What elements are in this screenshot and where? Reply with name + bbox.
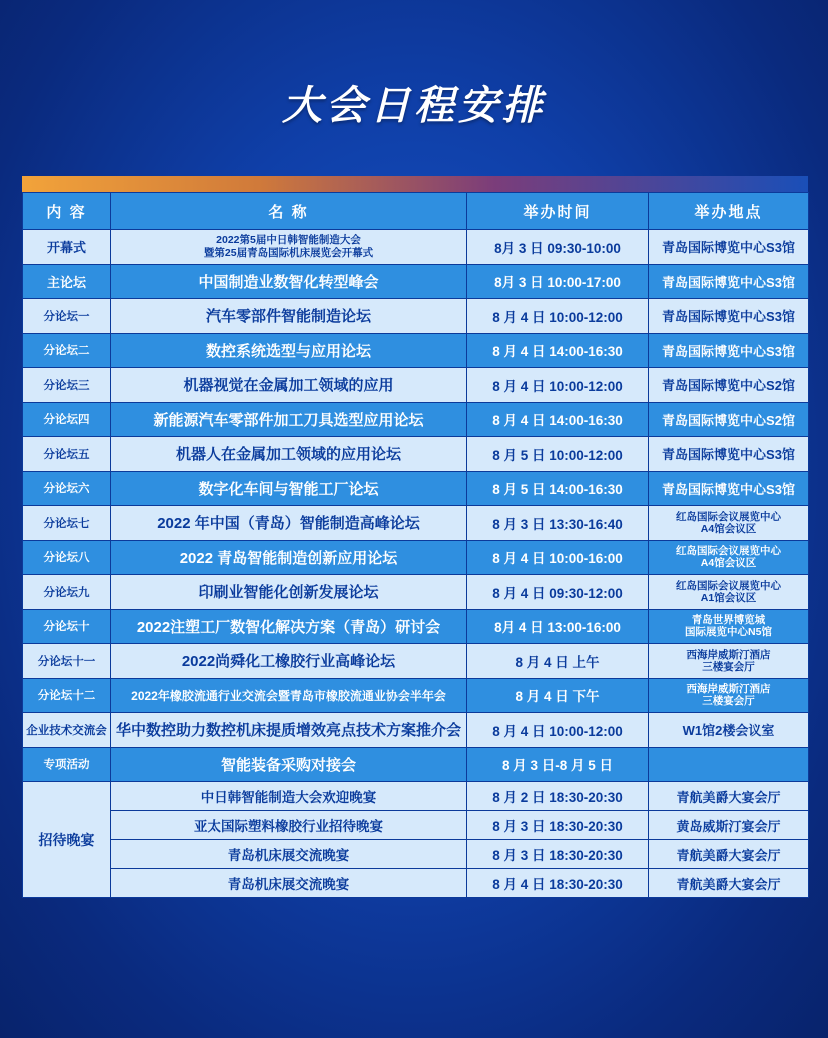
reception-time: 8 月 4 日 18:30-20:30: [467, 869, 649, 898]
row-name: 汽车零部件智能制造论坛: [111, 299, 467, 334]
row-category: 分论坛二: [23, 333, 111, 368]
table-row: [23, 644, 809, 679]
reception-location: 青航美爵大宴会厅: [649, 869, 809, 898]
table-row: [23, 264, 809, 299]
table-row: [23, 678, 809, 713]
row-time: 8月 4 日 13:00-16:00: [467, 609, 649, 644]
row-location-line: 西海岸威斯汀酒店: [686, 683, 771, 696]
table-row: [23, 299, 809, 334]
row-time: 8 月 3 日-8 月 5 日: [467, 747, 649, 782]
row-location-line: 红岛国际会议展览中心: [676, 579, 781, 592]
row-location-line: 红岛国际会议展览中心: [676, 510, 781, 523]
row-time: 8 月 4 日 下午: [467, 678, 649, 713]
row-category: 主论坛: [23, 264, 111, 299]
row-location-line: 西海岸威斯汀酒店: [686, 648, 771, 661]
row-category: 分论坛六: [23, 471, 111, 506]
header-name: 名 称: [111, 193, 467, 230]
row-category: 开幕式: [23, 230, 111, 265]
reception-location: 黄岛威斯汀宴会厅: [649, 811, 809, 840]
row-category: 分论坛一: [23, 299, 111, 334]
row-name: 数字化车间与智能工厂论坛: [111, 471, 467, 506]
table-row: [23, 437, 809, 472]
row-time: 8 月 4 日 09:30-12:00: [467, 575, 649, 610]
table-row: [23, 575, 809, 610]
table-row: [23, 747, 809, 782]
row-name: [111, 230, 467, 265]
row-location: 青岛国际博览中心S3馆: [649, 333, 809, 368]
row-category: 分论坛三: [23, 368, 111, 403]
reception-time: 8 月 3 日 18:30-20:30: [467, 811, 649, 840]
row-location: [649, 575, 809, 610]
row-name: 中国制造业数智化转型峰会: [111, 264, 467, 299]
row-time: 8月 3 日 09:30-10:00: [467, 230, 649, 265]
row-name: 2022年橡胶流通行业交流会暨青岛市橡胶流通业协会半年会: [111, 678, 467, 713]
row-name: 2022 青岛智能制造创新应用论坛: [111, 540, 467, 575]
row-name-line: 暨第25届青岛国际机床展览会开幕式: [203, 246, 374, 259]
row-location-line: A1馆会议区: [700, 591, 757, 604]
row-location: [649, 678, 809, 713]
table-header-row: [23, 193, 809, 230]
row-location: [649, 747, 809, 782]
header-time: 举办时间: [467, 193, 649, 230]
row-time: 8 月 4 日 14:00-16:30: [467, 402, 649, 437]
row-category: 分论坛九: [23, 575, 111, 610]
row-location: 青岛国际博览中心S3馆: [649, 299, 809, 334]
row-location-line: 青岛世界博览城: [691, 614, 766, 627]
header-location: 举办地点: [649, 193, 809, 230]
table-row: [23, 609, 809, 644]
row-location-line: A4馆会议区: [700, 522, 757, 535]
reception-row: [23, 840, 809, 869]
row-time: 8月 3 日 10:00-17:00: [467, 264, 649, 299]
reception-name: 亚太国际塑料橡胶行业招待晚宴: [111, 811, 467, 840]
row-location: [649, 506, 809, 541]
reception-category: 招待晚宴: [23, 782, 111, 898]
accent-bar: [22, 176, 808, 192]
reception-row: [23, 782, 809, 811]
row-name: 2022注塑工厂数智化解决方案（青岛）研讨会: [111, 609, 467, 644]
row-category: 分论坛四: [23, 402, 111, 437]
row-name: 智能装备采购对接会: [111, 747, 467, 782]
reception-row: [23, 811, 809, 840]
row-location: [649, 540, 809, 575]
row-name: 华中数控助力数控机床提质增效亮点技术方案推介会: [111, 713, 467, 748]
row-location: 青岛国际博览中心S3馆: [649, 264, 809, 299]
row-category: 分论坛十: [23, 609, 111, 644]
row-location-line: A4馆会议区: [700, 557, 757, 570]
reception-name: 中日韩智能制造大会欢迎晚宴: [111, 782, 467, 811]
row-category: 分论坛十一: [23, 644, 111, 679]
schedule-table: [22, 192, 809, 898]
row-time: 8 月 4 日 14:00-16:30: [467, 333, 649, 368]
row-time: 8 月 4 日 10:00-12:00: [467, 299, 649, 334]
row-location-line: 三楼宴会厅: [702, 660, 755, 673]
row-location: 青岛国际博览中心S2馆: [649, 402, 809, 437]
row-name: 新能源汽车零部件加工刀具选型应用论坛: [111, 402, 467, 437]
row-location-line: 国际展览中心N5馆: [685, 626, 772, 639]
table-row: [23, 402, 809, 437]
row-name: 印刷业智能化创新发展论坛: [111, 575, 467, 610]
row-name: 2022尚舜化工橡胶行业高峰论坛: [111, 644, 467, 679]
table-row: [23, 368, 809, 403]
table-row: [23, 540, 809, 575]
header-content: 内 容: [23, 193, 111, 230]
row-time: 8 月 4 日 10:00-12:00: [467, 368, 649, 403]
table-row: [23, 471, 809, 506]
reception-name: 青岛机床展交流晚宴: [111, 840, 467, 869]
reception-location: 青航美爵大宴会厅: [649, 840, 809, 869]
row-category: 专项活动: [23, 747, 111, 782]
row-location: W1馆2楼会议室: [649, 713, 809, 748]
row-time: 8 月 5 日 14:00-16:30: [467, 471, 649, 506]
reception-location: 青航美爵大宴会厅: [649, 782, 809, 811]
row-category: 分论坛五: [23, 437, 111, 472]
row-category: 企业技术交流会: [23, 713, 111, 748]
row-location: 青岛国际博览中心S3馆: [649, 437, 809, 472]
row-location-line: 红岛国际会议展览中心: [676, 545, 781, 558]
row-category: 分论坛八: [23, 540, 111, 575]
reception-time: 8 月 2 日 18:30-20:30: [467, 782, 649, 811]
row-name: 2022 年中国（青岛）智能制造高峰论坛: [111, 506, 467, 541]
reception-name: 青岛机床展交流晚宴: [111, 869, 467, 898]
row-name-line: 2022第5届中日韩智能制造大会: [216, 233, 361, 246]
row-location: 青岛国际博览中心S3馆: [649, 230, 809, 265]
row-time: 8 月 4 日 上午: [467, 644, 649, 679]
row-location: 青岛国际博览中心S2馆: [649, 368, 809, 403]
row-name: 机器人在金属加工领域的应用论坛: [111, 437, 467, 472]
row-category: 分论坛十二: [23, 678, 111, 713]
table-row: [23, 506, 809, 541]
row-time: 8 月 4 日 10:00-12:00: [467, 713, 649, 748]
row-name: 数控系统选型与应用论坛: [111, 333, 467, 368]
row-location: [649, 609, 809, 644]
row-location: [649, 644, 809, 679]
row-name: 机器视觉在金属加工领域的应用: [111, 368, 467, 403]
table-body: [23, 230, 809, 898]
row-time: 8 月 4 日 10:00-16:00: [467, 540, 649, 575]
row-category: 分论坛七: [23, 506, 111, 541]
page-title: 大会日程安排: [282, 83, 546, 129]
reception-row: [23, 869, 809, 898]
reception-time: 8 月 3 日 18:30-20:30: [467, 840, 649, 869]
row-location: 青岛国际博览中心S3馆: [649, 471, 809, 506]
row-time: 8 月 5 日 10:00-12:00: [467, 437, 649, 472]
schedule-table-wrapper: [22, 192, 808, 898]
table-row: [23, 230, 809, 265]
table-row: [23, 713, 809, 748]
table-row: [23, 333, 809, 368]
row-location-line: 三楼宴会厅: [702, 695, 755, 708]
row-time: 8 月 3 日 13:30-16:40: [467, 506, 649, 541]
